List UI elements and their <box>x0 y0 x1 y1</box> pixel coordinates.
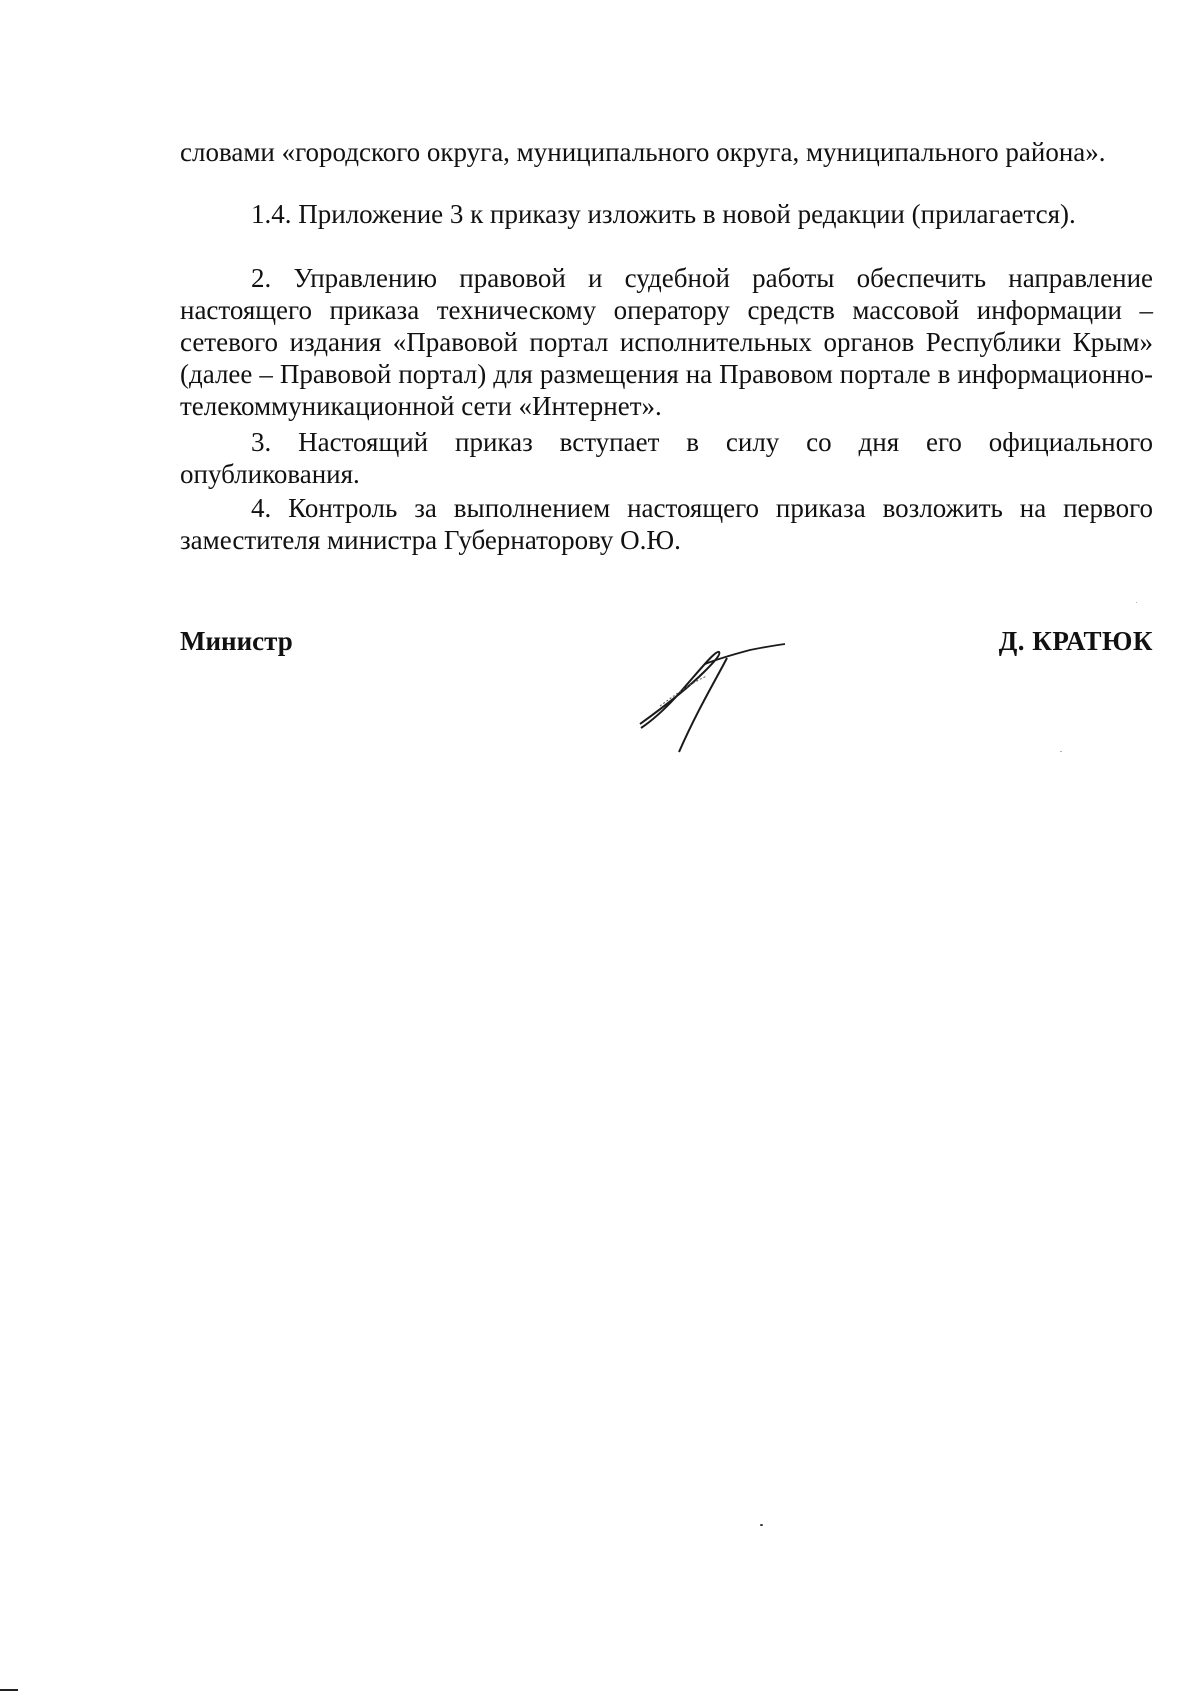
signer-name: Д. КРАТЮК <box>998 626 1153 656</box>
paragraph-1-4-text: 1.4. Приложение 3 к приказу изложить в новой редакции (прилагается). <box>251 199 1076 229</box>
paragraph-2-text: 2. Управлению правовой и судебной работы обеспечить направление настоящего приказа техническому оператору средств массовой информации – сетевого издания «Правовой портал исполнительных органов Республики Крым» (далее – Правовой портал) для размещения на Правовом портале в информационно-телекоммуникационной сети «Интернет». <box>180 263 1153 421</box>
paragraph-continuation-text: словами «городского округа, муниципального округа, муниципального района». <box>180 137 1106 167</box>
paragraph-4-text: 4. Контроль за выполнением настоящего приказа возложить на первого заместителя министра Губернаторову О.Ю. <box>180 493 1153 555</box>
scan-speck <box>1060 751 1062 752</box>
handwritten-signature-icon <box>635 636 795 756</box>
paragraph-2 <box>180 262 1153 422</box>
scan-speck <box>760 1524 763 1526</box>
paragraph-3-text: 3. Настоящий приказ вступает в силу со дня его официального опубликования. <box>180 427 1153 489</box>
signer-position-title: Министр <box>180 626 293 656</box>
scan-edge-mark <box>0 1689 18 1691</box>
paragraph-continuation <box>180 136 1153 168</box>
scan-speck <box>1136 602 1137 603</box>
paragraph-1-4 <box>180 198 1153 230</box>
paragraph-4 <box>180 492 1153 556</box>
paragraph-3 <box>180 426 1153 490</box>
